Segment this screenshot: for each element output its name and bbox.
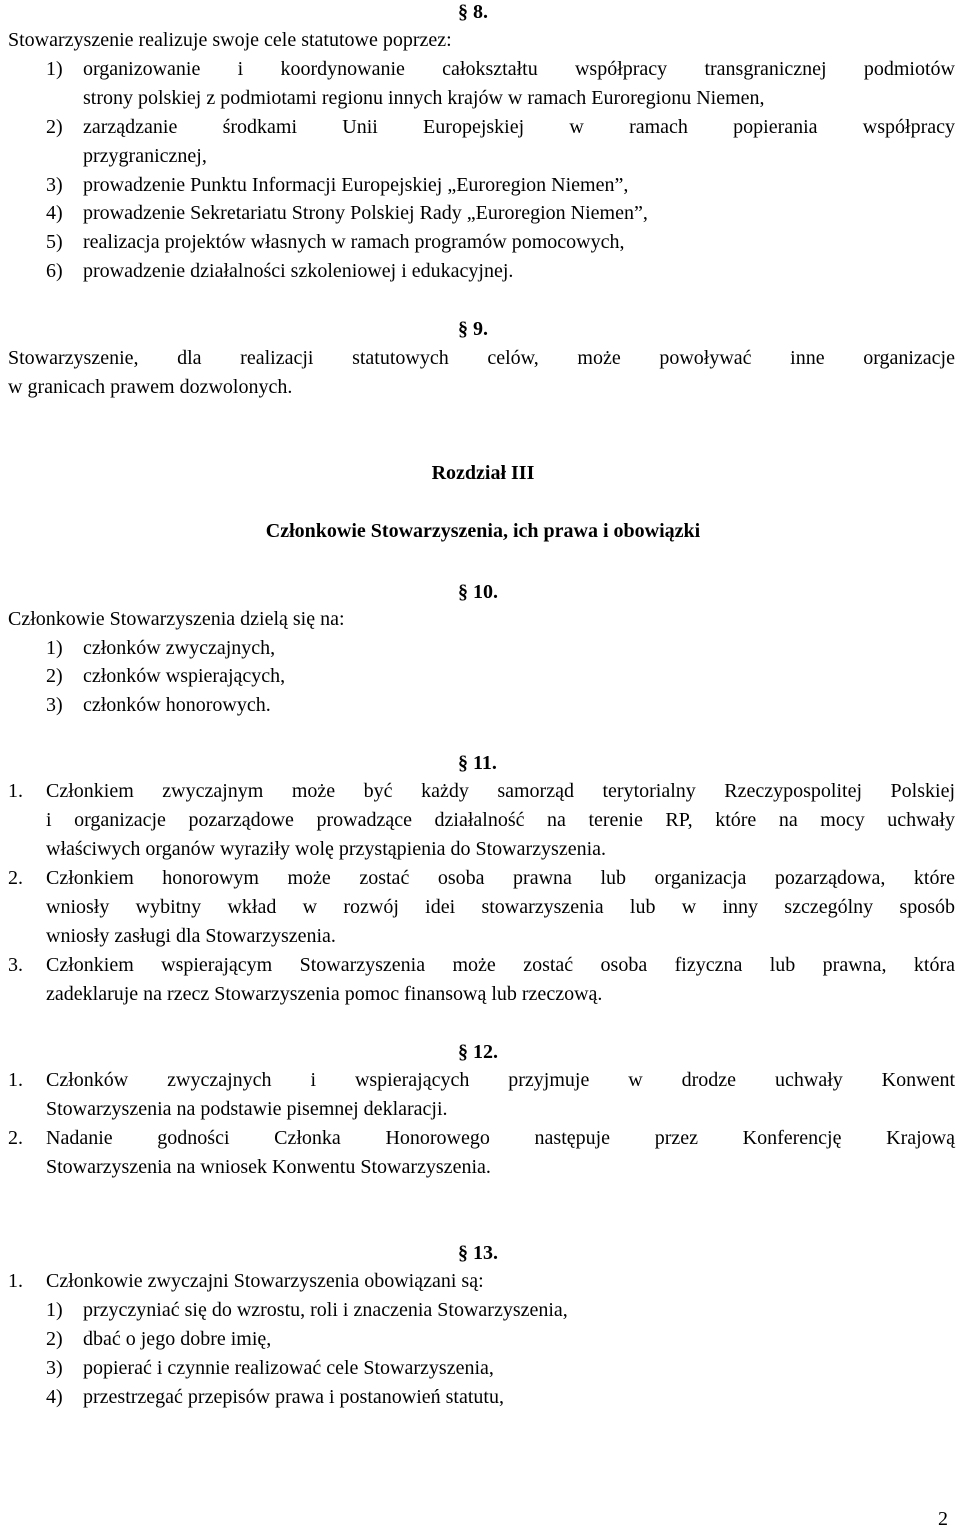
list-item-text: prowadzenie działalności szkoleniowej i edukacyjnej. xyxy=(83,260,514,282)
list-number: 3) xyxy=(46,174,63,196)
list-number: 4) xyxy=(46,202,63,224)
list-number: 4) xyxy=(46,1386,63,1408)
list-item-text: członków wspierających, xyxy=(83,665,286,687)
section-12-heading: § 12. xyxy=(458,1041,498,1063)
list-number: 1. xyxy=(8,780,23,802)
list-item-text: właściwych organów wyraziły wolę przystąpienia do Stowarzyszenia. xyxy=(46,838,607,860)
section-8-intro: Stowarzyszenie realizuje swoje cele statutowe poprzez: xyxy=(8,29,452,51)
list-item-text: przestrzegać przepisów prawa i postanowień statutu, xyxy=(83,1386,504,1408)
list-item-text: Nadanie godności Członka Honorowego następuje przez Konferencję Krajową xyxy=(46,1127,955,1149)
list-item-text: prowadzenie Punktu Informacji Europejskiej „Euroregion Niemen”, xyxy=(83,174,629,196)
list-item-text: strony polskiej z podmiotami regionu innych krajów w ramach Euroregionu Niemen, xyxy=(83,87,765,109)
list-item-text: zadeklaruje na rzecz Stowarzyszenia pomoc finansową lub rzeczową. xyxy=(46,983,603,1005)
list-number: 1. xyxy=(8,1069,23,1091)
list-number: 1) xyxy=(46,1299,63,1321)
list-item-text: przyczyniać się do wzrostu, roli i znaczenia Stowarzyszenia, xyxy=(83,1299,568,1321)
list-item-text: Członkiem honorowym może zostać osoba prawna lub organizacja pozarządowa, które xyxy=(46,867,955,889)
list-item-text: Członków zwyczajnych i wspierających przyjmuje w drodze uchwały Konwent xyxy=(46,1069,955,1091)
list-item-text: Członkiem wspierającym Stowarzyszenia może zostać osoba fizyczna lub prawna, która xyxy=(46,954,955,976)
list-number: 2) xyxy=(46,116,63,138)
list-item-text: Stowarzyszenia na podstawie pisemnej deklaracji. xyxy=(46,1098,448,1120)
list-item-text: wniosły wybitny wkład w rozwój idei stowarzyszenia lub w inny szczególny sposób xyxy=(46,896,955,918)
list-item-text: popierać i czynnie realizować cele Stowarzyszenia, xyxy=(83,1357,494,1379)
list-number: 2) xyxy=(46,665,63,687)
list-item-text: Członkiem zwyczajnym może być każdy samorząd terytorialny Rzeczypospolitej Polskiej xyxy=(46,780,955,802)
chapter-subtitle: Członkowie Stowarzyszenia, ich prawa i obowiązki xyxy=(265,520,701,542)
section-11-heading: § 11. xyxy=(458,752,497,774)
list-item-text: Członkowie zwyczajni Stowarzyszenia obowiązani są: xyxy=(46,1270,484,1292)
page-number: 2 xyxy=(938,1508,948,1530)
section-8-heading: § 8. xyxy=(458,1,488,23)
list-number: 3. xyxy=(8,954,23,976)
list-item-text: dbać o jego dobre imię, xyxy=(83,1328,272,1350)
list-number: 3) xyxy=(46,694,63,716)
section-9-text: w granicach prawem dozwolonych. xyxy=(8,376,293,398)
list-number: 5) xyxy=(46,231,63,253)
list-item-text: organizowanie i koordynowanie całokształtu współpracy transgranicznej podmiotów xyxy=(83,58,955,80)
section-10-heading: § 10. xyxy=(458,581,498,603)
section-9-heading: § 9. xyxy=(458,318,488,340)
list-item-text: wniosły zasługi dla Stowarzyszenia. xyxy=(46,925,336,947)
list-number: 1) xyxy=(46,58,63,80)
list-number: 6) xyxy=(46,260,63,282)
list-number: 2) xyxy=(46,1328,63,1350)
list-number: 1) xyxy=(46,637,63,659)
list-item-text: przygranicznej, xyxy=(83,145,207,167)
list-number: 3) xyxy=(46,1357,63,1379)
list-item-text: zarządzanie środkami Unii Europejskiej w ramach popierania współpracy xyxy=(83,116,955,138)
section-9-text: Stowarzyszenie, dla realizacji statutowych celów, może powoływać inne organizacje xyxy=(8,347,955,369)
list-number: 1. xyxy=(8,1270,23,1292)
list-item-text: Stowarzyszenia na wniosek Konwentu Stowarzyszenia. xyxy=(46,1156,491,1178)
list-number: 2. xyxy=(8,867,23,889)
list-item-text: i organizacje pozarządowe prowadzące działalność na terenie RP, które na mocy uchwały xyxy=(46,809,955,831)
section-10-intro: Członkowie Stowarzyszenia dzielą się na: xyxy=(8,608,345,630)
list-item-text: prowadzenie Sekretariatu Strony Polskiej Rady „Euroregion Niemen”, xyxy=(83,202,648,224)
section-13-heading: § 13. xyxy=(458,1242,498,1264)
list-number: 2. xyxy=(8,1127,23,1149)
list-item-text: członków zwyczajnych, xyxy=(83,637,276,659)
chapter-title: Rozdział III xyxy=(431,462,535,484)
list-item-text: realizacja projektów własnych w ramach programów pomocowych, xyxy=(83,231,625,253)
list-item-text: członków honorowych. xyxy=(83,694,271,716)
